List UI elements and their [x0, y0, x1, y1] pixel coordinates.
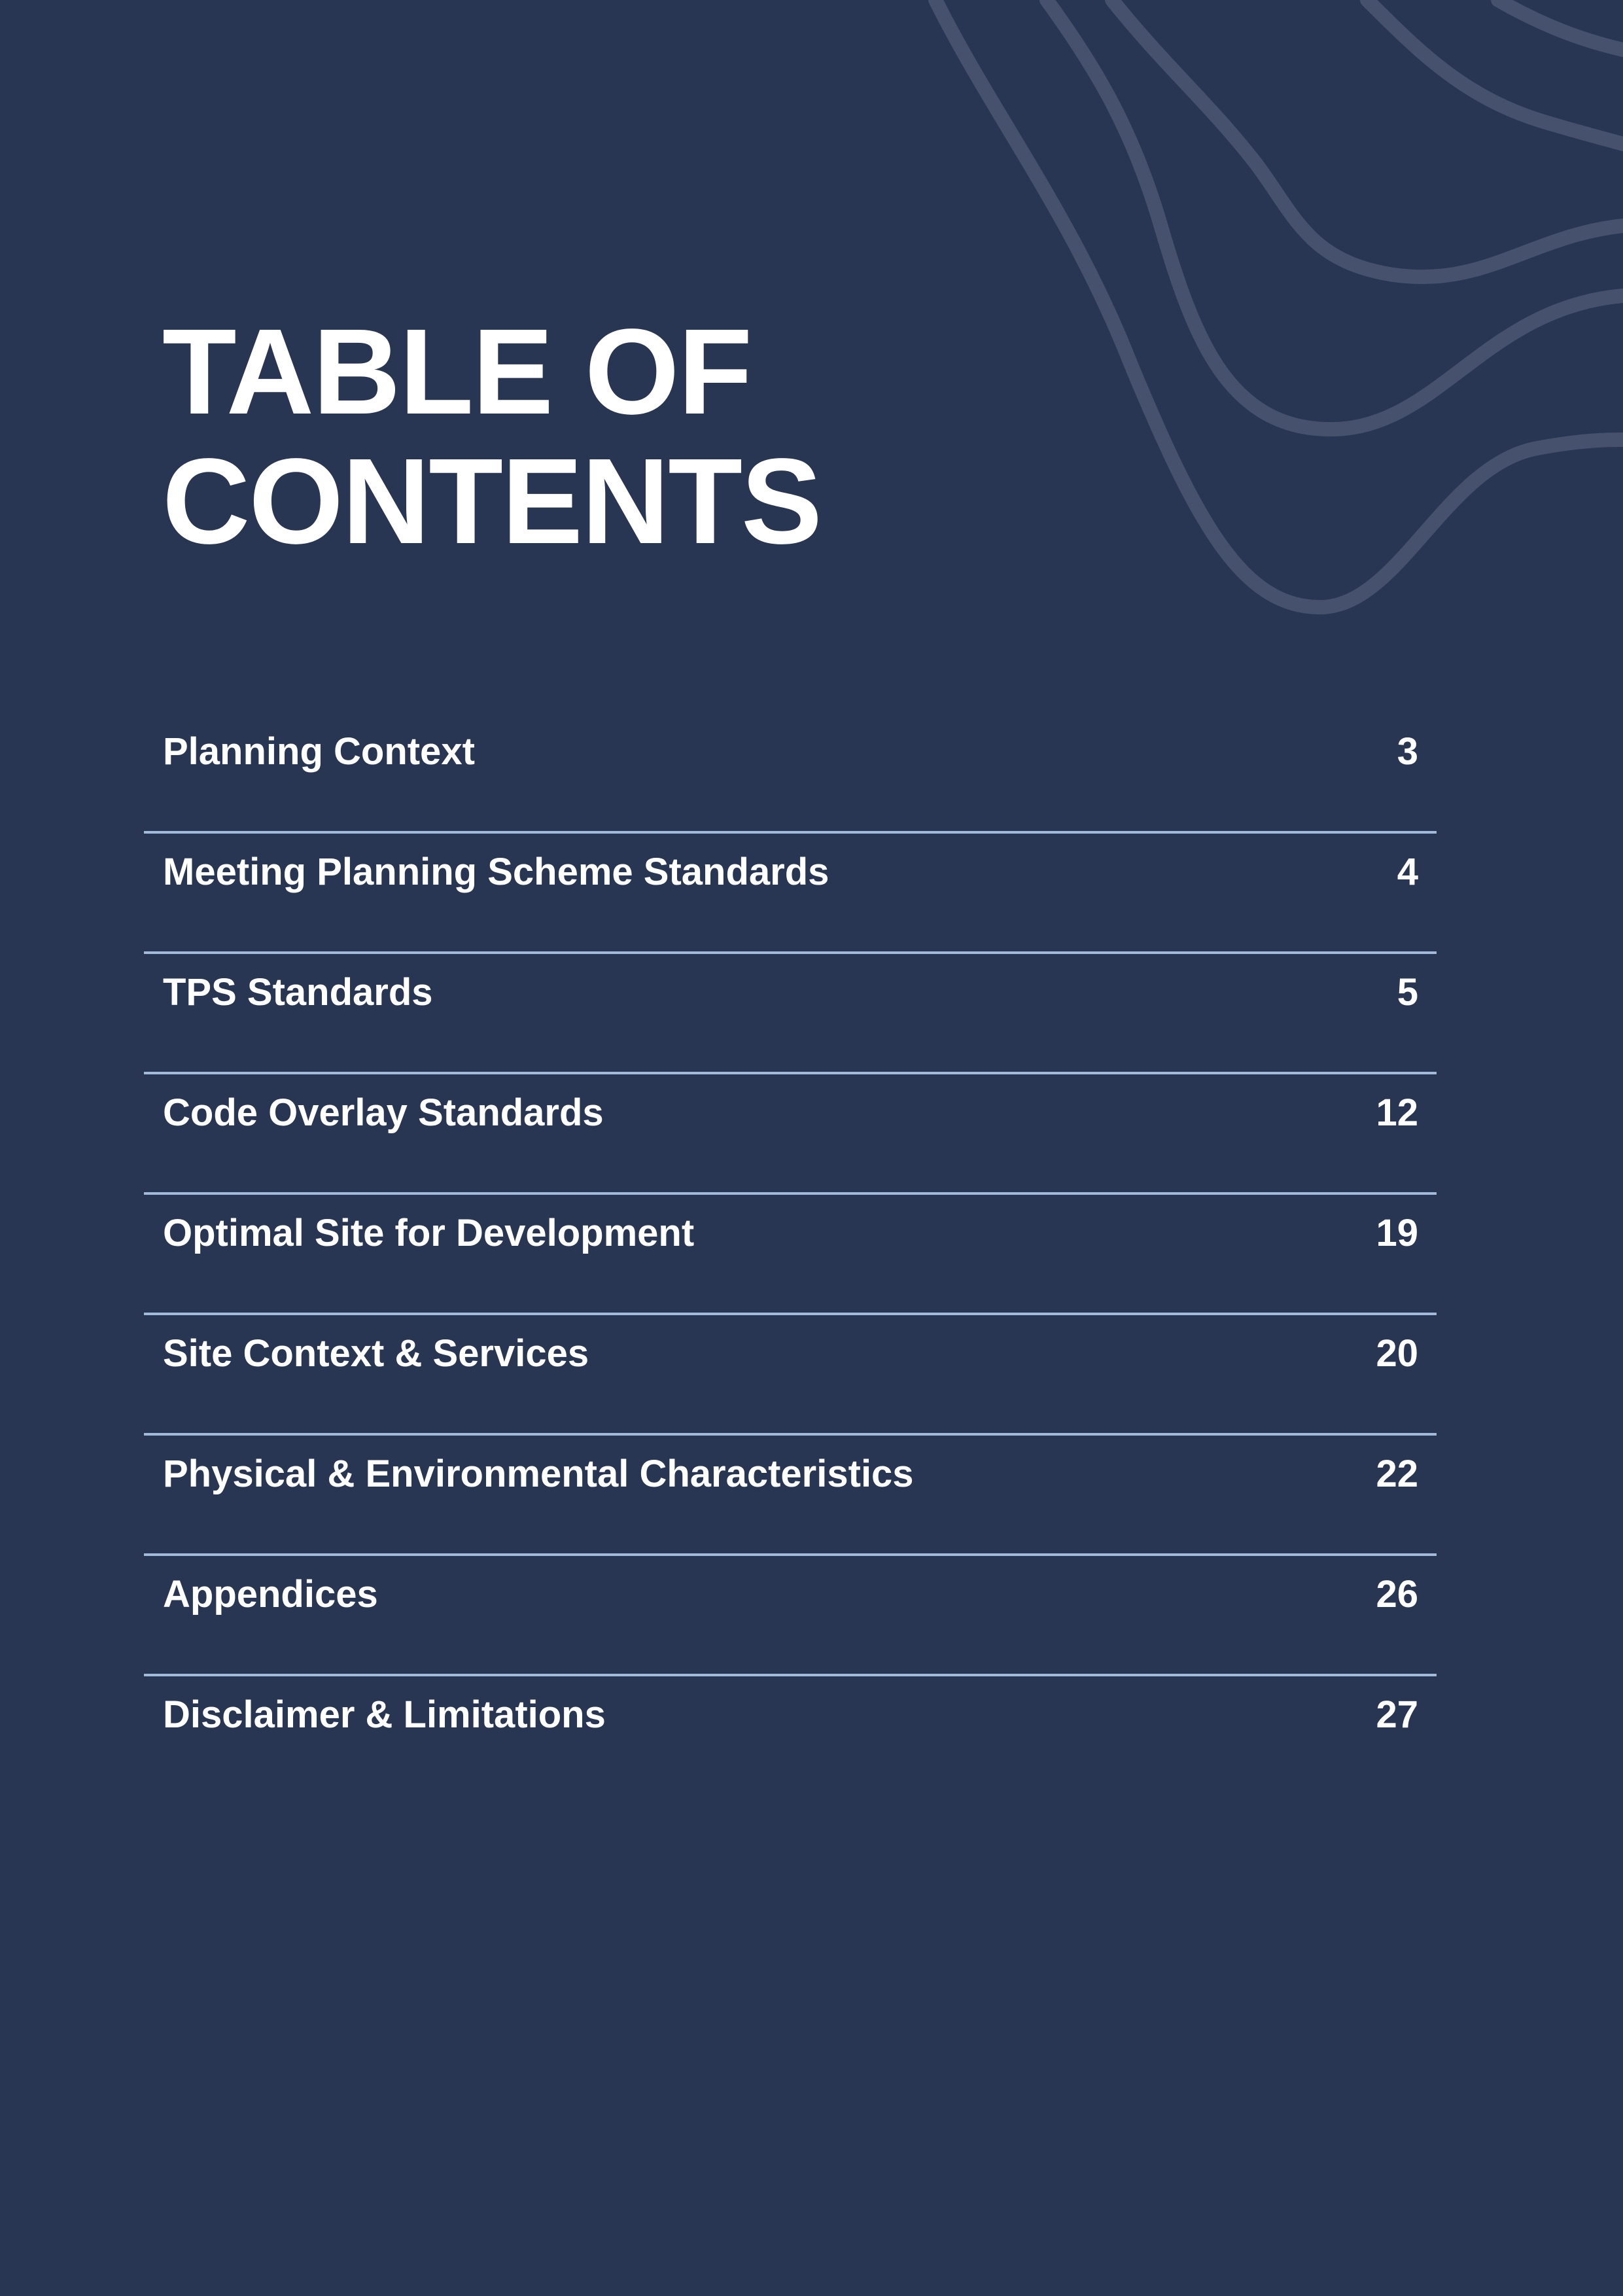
contour-line [1112, 0, 1623, 277]
contour-line [1498, 0, 1623, 50]
toc-item-disclaimer-and-limitations[interactable] [144, 1676, 1437, 1797]
toc-item-label: TPS Standards [163, 971, 433, 1014]
page-title [162, 304, 821, 569]
toc-item-planning-context[interactable] [144, 713, 1437, 834]
toc-item-page-number: 12 [1376, 1091, 1418, 1134]
toc-item-page-number: 22 [1376, 1453, 1418, 1495]
toc-item-code-overlay-standards[interactable] [144, 1074, 1437, 1195]
toc-item-appendices[interactable] [144, 1556, 1437, 1676]
toc-item-label: Meeting Planning Scheme Standards [163, 851, 829, 893]
toc-item-label: Appendices [163, 1573, 378, 1616]
table-of-contents [144, 713, 1437, 1797]
contour-line [1367, 0, 1623, 144]
toc-item-page-number: 5 [1397, 971, 1418, 1014]
toc-item-site-context-and-services[interactable] [144, 1315, 1437, 1436]
contour-line [935, 0, 1623, 607]
toc-item-page-number: 27 [1376, 1693, 1418, 1736]
toc-item-label: Optimal Site for Development [163, 1212, 695, 1254]
toc-item-tps-standards[interactable] [144, 954, 1437, 1074]
toc-item-physical-and-environmental-characteristics[interactable] [144, 1436, 1437, 1556]
title-line-2: CONTENTS [162, 434, 821, 569]
toc-item-label: Disclaimer & Limitations [163, 1693, 606, 1736]
toc-item-page-number: 26 [1376, 1573, 1418, 1616]
toc-item-page-number: 19 [1376, 1212, 1418, 1254]
toc-item-label: Site Context & Services [163, 1332, 589, 1375]
toc-item-optimal-site-for-development[interactable] [144, 1195, 1437, 1315]
toc-item-page-number: 3 [1397, 730, 1418, 773]
toc-item-label: Code Overlay Standards [163, 1091, 604, 1134]
title-line-1: TABLE OF [162, 304, 752, 440]
toc-item-label: Planning Context [163, 730, 475, 773]
toc-item-page-number: 20 [1376, 1332, 1418, 1375]
toc-item-page-number: 4 [1397, 851, 1418, 893]
toc-item-meeting-planning-scheme-standards[interactable] [144, 834, 1437, 954]
toc-item-label: Physical & Environmental Characteristics [163, 1453, 914, 1495]
